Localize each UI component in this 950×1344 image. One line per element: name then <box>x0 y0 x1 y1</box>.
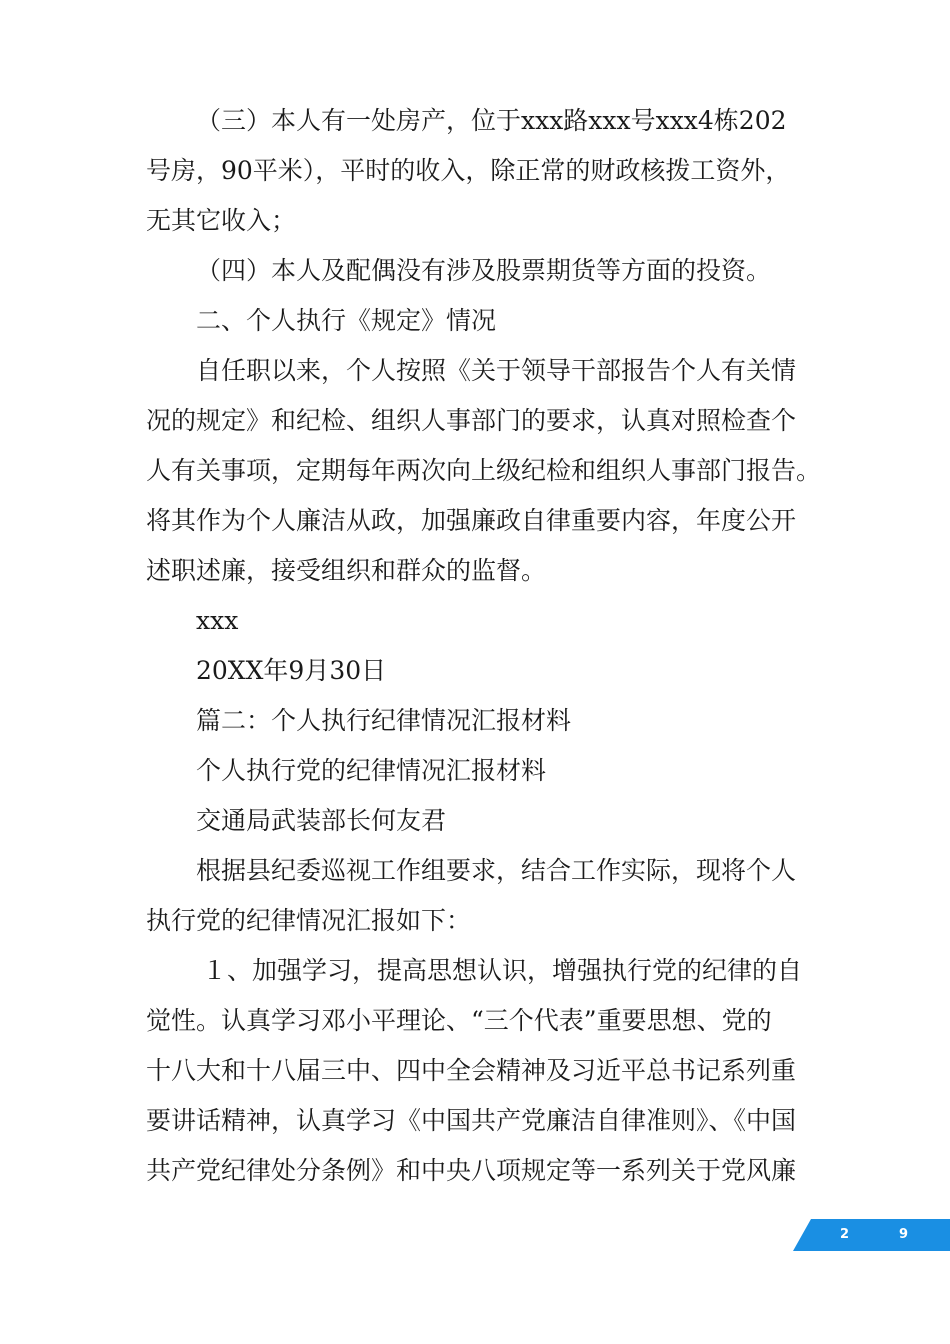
text-line: 要讲话精神，认真学习《中国共产党廉洁自律准则》、《中国 <box>146 1106 797 1135</box>
text-line: （三）本人有一处房产，位于xxx路xxx号xxx4栋202 <box>196 106 787 135</box>
page-badge-shape <box>793 1219 950 1251</box>
total-page-number: 9 <box>899 1227 909 1242</box>
text-line: 况的规定》和纪检、组织人事部门的要求，认真对照检查个 <box>146 406 797 435</box>
text-line: 十八大和十八届三中、四中全会精神及习近平总书记系列重 <box>146 1056 797 1085</box>
current-page-number: 2 <box>840 1227 850 1242</box>
text-line: 述职述廉，接受组织和群众的监督。 <box>146 556 547 585</box>
text-line: （四）本人及配偶没有涉及股票期货等方面的投资。 <box>196 256 772 285</box>
text-line: 号房，90平米），平时的收入，除正常的财政核拨工资外， <box>146 156 791 185</box>
document-title: 个人执行党的纪律情况汇报材料 <box>196 756 547 785</box>
author-line: 交通局武装部长何友君 <box>196 806 447 835</box>
text-line: 觉性。认真学习邓小平理论、“三个代表”重要思想、党的 <box>146 1006 772 1035</box>
section-heading: 篇二：个人执行纪律情况汇报材料 <box>196 706 572 735</box>
page-number-badge <box>793 1219 950 1251</box>
section-heading: 二、个人执行《规定》情况 <box>196 306 497 335</box>
text-line: 将其作为个人廉洁从政，加强廉政自律重要内容，年度公开 <box>146 506 797 535</box>
document-body <box>146 96 826 1196</box>
signature-name: xxx <box>196 606 239 635</box>
text-line: 人有关事项，定期每年两次向上级纪检和组织人事部门报告。 <box>146 456 822 485</box>
text-line: １、加强学习，提高思想认识，增强执行党的纪律的自 <box>202 956 803 985</box>
text-line: 无其它收入； <box>146 206 297 235</box>
text-line: 自任职以来，个人按照《关于领导干部报告个人有关情 <box>196 356 797 385</box>
text-line: 根据县纪委巡视工作组要求，结合工作实际，现将个人 <box>196 856 797 885</box>
signature-date: 20XX年9月30日 <box>196 656 387 685</box>
text-line: 共产党纪律处分条例》和中央八项规定等一系列关于党风廉 <box>146 1156 797 1185</box>
text-line: 执行党的纪律情况汇报如下： <box>146 906 472 935</box>
